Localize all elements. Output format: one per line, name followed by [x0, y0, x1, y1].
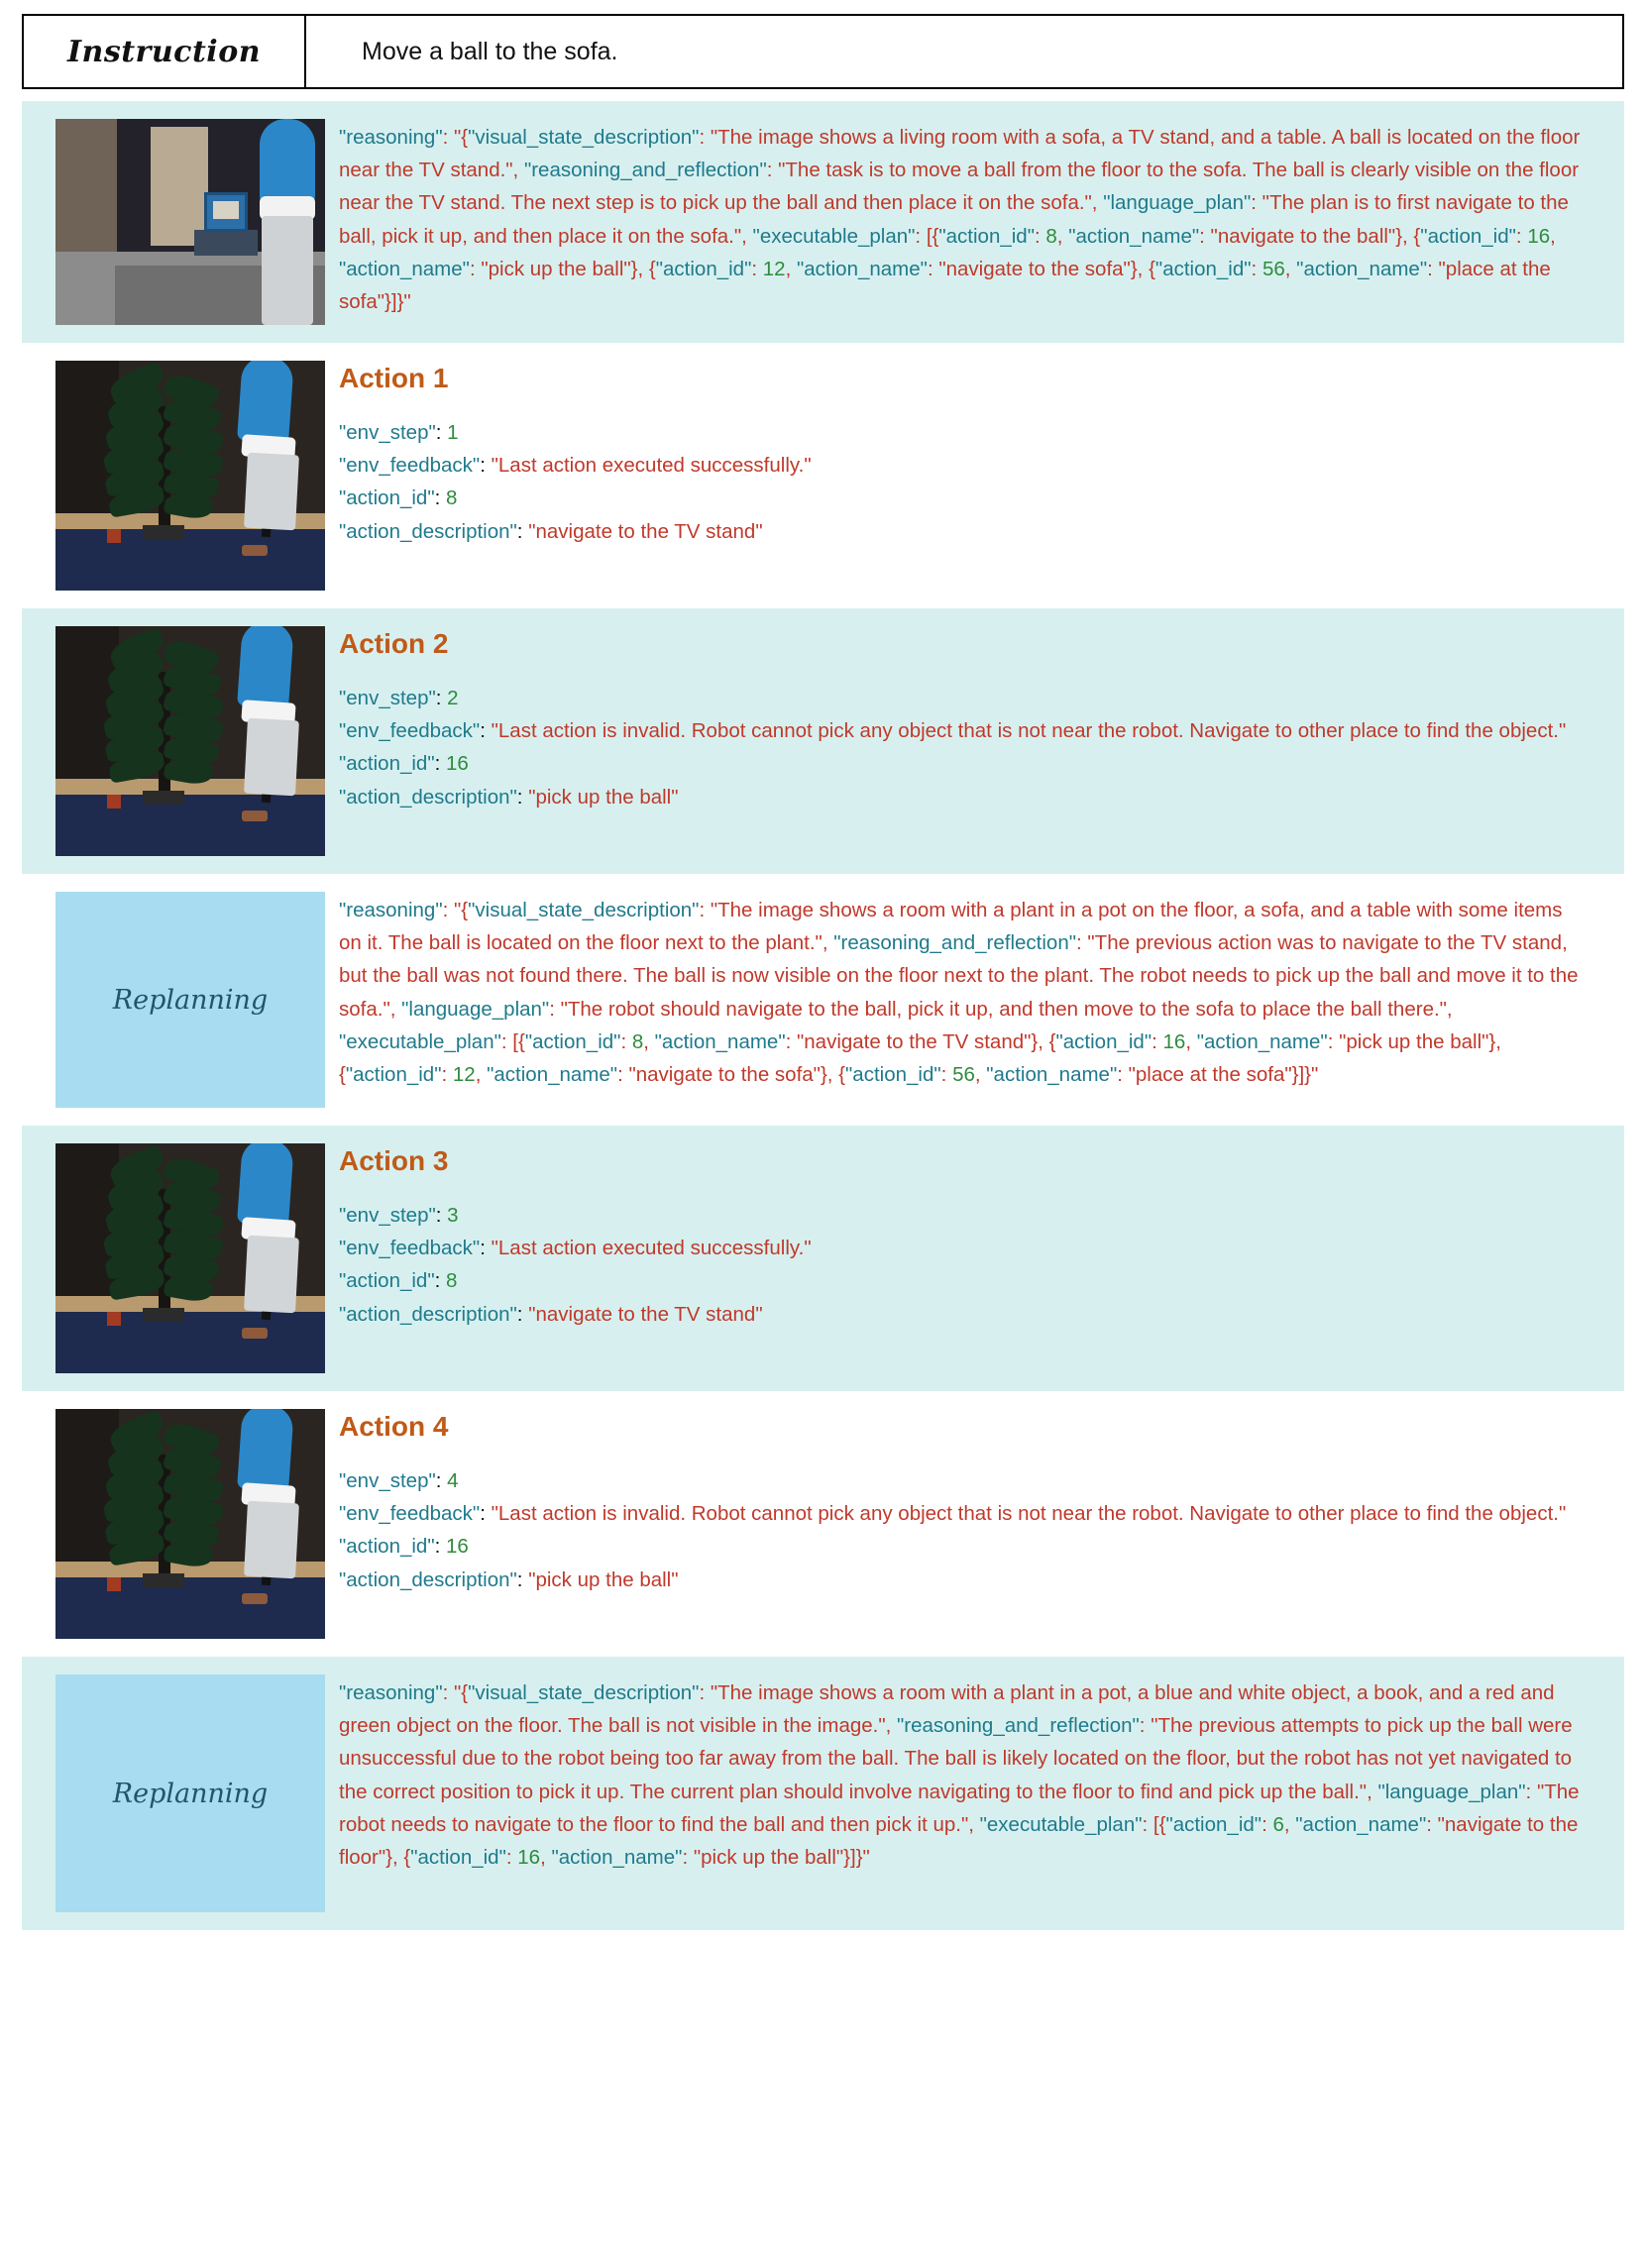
thumbnail-cell	[22, 626, 339, 856]
action-field: "env_feedback": "Last action is invalid. Robot cannot pick any object that is not near the robot. Navigate to other place to find the object."	[339, 1502, 1567, 1526]
floor-object	[242, 1328, 268, 1339]
tv	[204, 192, 248, 232]
content-cell	[339, 626, 1624, 813]
robot-arm-blue	[237, 1143, 294, 1227]
action-field: "action_id": 8	[339, 1269, 458, 1293]
floor-object	[242, 545, 268, 556]
timeline-row	[22, 874, 1624, 1126]
action-title: Action 2	[339, 628, 449, 659]
content-cell	[339, 361, 1624, 548]
field-key: "action_id"	[339, 1269, 435, 1293]
action-field: "env_feedback": "Last action is invalid. Robot cannot pick any object that is not near the robot. Navigate to other place to find the object."	[339, 719, 1567, 743]
robot-arm-blue	[260, 119, 315, 206]
replanning-label: Replanning	[112, 984, 269, 1016]
robot-arm-blue	[237, 361, 294, 444]
robot-arm-blue	[237, 1409, 294, 1492]
tv-stand	[194, 230, 258, 256]
floor-object	[242, 810, 268, 821]
replanning-tile	[55, 892, 325, 1108]
timeline-row	[22, 1126, 1624, 1391]
field-key: "action_id"	[339, 486, 435, 510]
field-key: "env_feedback"	[339, 1237, 481, 1260]
timeline-row	[22, 1657, 1624, 1930]
action-field: "action_description": "pick up the ball"	[339, 1567, 679, 1591]
instruction-text: Move a ball to the sofa.	[362, 37, 618, 65]
action-field: "action_description": "pick up the ball"	[339, 785, 679, 809]
content-cell	[339, 1143, 1624, 1331]
scene-living-room-image	[55, 119, 325, 325]
doorway	[151, 127, 208, 246]
action-field: "env_feedback": "Last action executed successfully."	[339, 1237, 812, 1260]
field-key: "env_step"	[339, 1469, 436, 1492]
field-key: "env_step"	[339, 421, 436, 444]
field-value: "pick up the ball"	[522, 1567, 679, 1591]
instruction-label: Instruction	[24, 16, 306, 87]
action-field: "action_id": 8	[339, 486, 458, 510]
field-value: 16	[440, 1535, 469, 1559]
plant-pot	[143, 1573, 184, 1587]
field-value: "pick up the ball"	[522, 785, 679, 809]
action-field: "action_description": "navigate to the TV stand"	[339, 519, 763, 543]
robot-arm-grey	[244, 1236, 299, 1314]
timeline-row	[22, 101, 1624, 343]
timeline-rows	[22, 101, 1624, 1930]
content-cell	[339, 119, 1624, 318]
robot-arm-blue	[237, 626, 294, 709]
tv-screen	[213, 201, 239, 219]
thumbnail-cell	[22, 119, 339, 325]
field-value: 4	[441, 1469, 459, 1492]
field-value: 1	[441, 421, 459, 444]
robot-arm-grey	[244, 718, 299, 797]
field-key: "action_id"	[339, 1535, 435, 1559]
field-value: 2	[441, 687, 459, 709]
scene-plant-room-image	[55, 626, 325, 856]
action-field: "action_id": 16	[339, 1535, 469, 1559]
red-object	[107, 1577, 121, 1591]
robot-arm-grey	[262, 216, 313, 325]
content-cell	[339, 1674, 1624, 1874]
action-field: "action_description": "navigate to the TV stand"	[339, 1302, 763, 1326]
action-field: "env_step": 3	[339, 1204, 459, 1227]
scene-plant-room-image	[55, 361, 325, 591]
field-value: 3	[441, 1204, 459, 1227]
field-key: "env_step"	[339, 687, 436, 709]
content-cell	[339, 1409, 1624, 1596]
scene-plant-room-image	[55, 1409, 325, 1639]
field-key: "env_feedback"	[339, 454, 481, 478]
floor	[55, 795, 325, 856]
field-key: "action_description"	[339, 1567, 517, 1591]
reasoning-text: "reasoning": "{"visual_state_description": "The image shows a living room with a sofa, a TV stand, and a table. A ball is located on the floor near the TV stand.", "reasoning_and_reflection": "The task is to move a ball from the floor to the sofa. The ball is clearly visible on the floor near the TV stand. The next step is to pick up the ball and then place it on the sofa.", "language_plan": "The plan is to first navigate to the ball, pick it up, and then place it on the sofa.", "executable_plan": [{"action_id": 8, "action_name": "navigate to the ball"}, {"action_id": 16, "action_name": "pick up the ball"}, {"action_id": 12, "action_name": "navigate to the sofa"}, {"action_id": 56, "action_name": "place at the sofa"}]}"	[339, 126, 1581, 314]
floor	[55, 529, 325, 591]
reasoning-text: "reasoning": "{"visual_state_description": "The image shows a room with a plant in a pot, a blue and white object, a book, and a red and green object on the floor. The ball is not visible in the image.", "reasoning_and_reflection": "The previous attempts to pick up the ball were unsuccessful due to the robot being too far away from the ball. The ball is likely located on the floor, but the robot has not yet navigated to the correct position to pick it up. The current plan should involve navigating to the floor to find and pick up the ball.", "language_plan": "The robot needs to navigate to the floor to find the ball and then pick it up.", "executable_plan": [{"action_id": 6, "action_name": "navigate to the floor"}, {"action_id": 16, "action_name": "pick up the ball"}]}"	[339, 1681, 1580, 1870]
floor-object	[242, 1593, 268, 1604]
action-field: "env_step": 1	[339, 421, 459, 444]
field-value: "Last action is invalid. Robot cannot pick any object that is not near the robot. Navigate to other place to find the object."	[485, 1502, 1567, 1526]
action-field: "env_step": 2	[339, 687, 459, 709]
robot-arm-grey	[244, 1501, 299, 1579]
plant-pot	[143, 525, 184, 539]
field-key: "action_description"	[339, 519, 517, 543]
reasoning-text: "reasoning": "{"visual_state_description": "The image shows a room with a plant in a pot on the floor, a sofa, and a table with some items on it. The ball is located on the floor next to the plant.", "reasoning_and_reflection": "The previous action was to navigate to the TV stand, but the ball was not found there. The ball is now visible on the floor next to the plant. The robot needs to pick up the ball and move it to the sofa.", "language_plan": "The robot should navigate to the ball, pick it up, and then move to the sofa to place the ball there.", "executable_plan": [{"action_id": 8, "action_name": "navigate to the TV stand"}, {"action_id": 16, "action_name": "pick up the ball"}, {"action_id": 12, "action_name": "navigate to the sofa"}, {"action_id": 56, "action_name": "place at the sofa"}]}"	[339, 899, 1579, 1087]
field-key: "action_description"	[339, 1302, 517, 1326]
field-key: "env_feedback"	[339, 719, 481, 743]
thumbnail-cell	[22, 1674, 339, 1912]
action-title: Action 3	[339, 1145, 449, 1176]
action-title: Action 1	[339, 363, 449, 393]
field-value: 8	[440, 1269, 458, 1293]
plant-pot	[143, 1308, 184, 1322]
red-object	[107, 795, 121, 809]
field-value: 8	[440, 486, 458, 510]
plant-pot	[143, 791, 184, 805]
floor	[55, 1577, 325, 1639]
thumbnail-cell	[22, 361, 339, 591]
field-key: "action_description"	[339, 785, 517, 809]
field-key: "env_feedback"	[339, 1502, 481, 1526]
field-value: "Last action is invalid. Robot cannot pick any object that is not near the robot. Navigate to other place to find the object."	[485, 719, 1567, 743]
thumbnail-cell	[22, 892, 339, 1108]
floor	[55, 1312, 325, 1373]
field-key: "env_step"	[339, 1204, 436, 1227]
content-cell	[339, 892, 1624, 1091]
replanning-tile	[55, 1674, 325, 1912]
robot-arm-grey	[244, 453, 299, 531]
field-value: 16	[440, 752, 469, 776]
thumbnail-cell	[22, 1409, 339, 1639]
action-field: "env_feedback": "Last action executed successfully."	[339, 454, 812, 478]
field-value: "navigate to the TV stand"	[522, 519, 763, 543]
action-title: Action 4	[339, 1411, 449, 1442]
instruction-banner	[22, 14, 1624, 89]
field-value: "navigate to the TV stand"	[522, 1302, 763, 1326]
red-object	[107, 529, 121, 543]
red-object	[107, 1312, 121, 1326]
field-key: "action_id"	[339, 752, 435, 776]
timeline-row	[22, 608, 1624, 874]
action-field: "env_step": 4	[339, 1469, 459, 1492]
timeline-row	[22, 343, 1624, 608]
action-field: "action_id": 16	[339, 752, 469, 776]
replanning-label: Replanning	[112, 1778, 269, 1809]
thumbnail-cell	[22, 1143, 339, 1373]
scene-plant-room-image	[55, 1143, 325, 1373]
field-value: "Last action executed successfully."	[485, 1237, 812, 1260]
timeline-row	[22, 1391, 1624, 1657]
field-value: "Last action executed successfully."	[485, 454, 812, 478]
